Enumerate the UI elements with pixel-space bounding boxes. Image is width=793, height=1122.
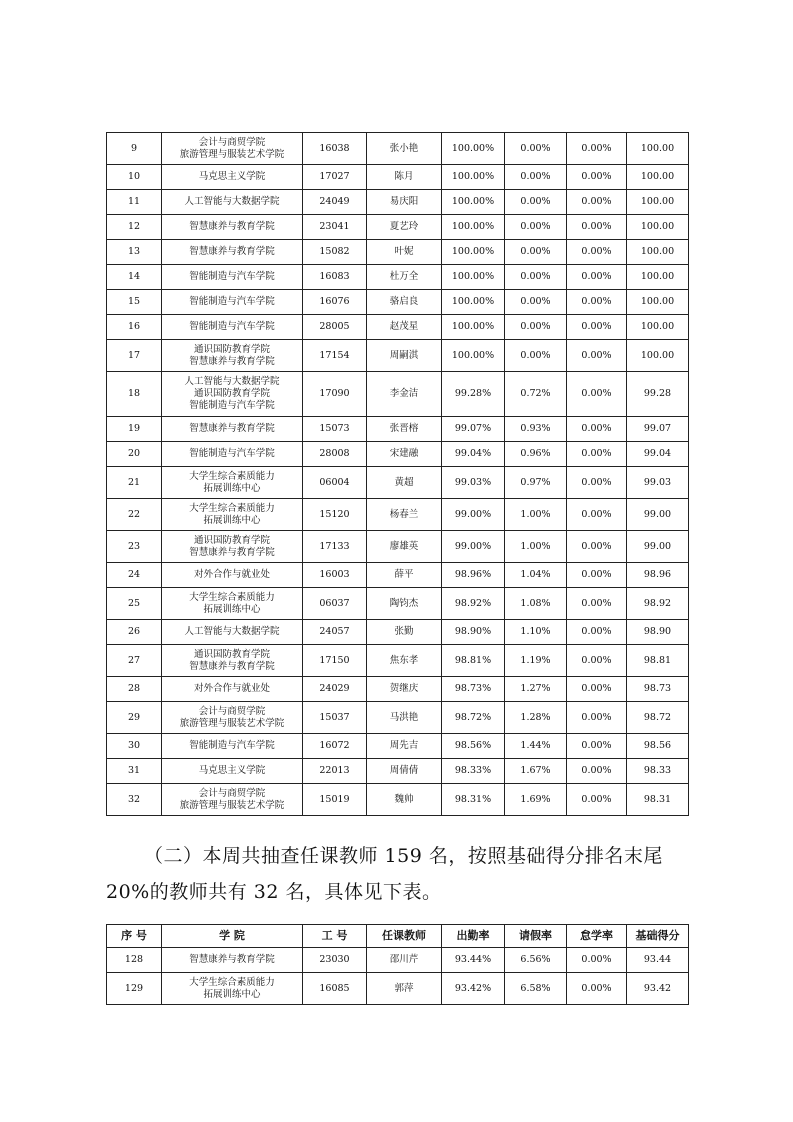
cell-id: 15037: [303, 702, 367, 734]
cell-id: 17150: [303, 645, 367, 677]
header-id: 工 号: [303, 925, 367, 948]
cell-teacher: 骆启良: [367, 290, 442, 315]
cell-score: 98.92: [627, 588, 689, 620]
cell-teacher: 郭萍: [367, 973, 442, 1005]
table-row: [107, 315, 689, 340]
cell-no: 15: [107, 290, 162, 315]
cell-leave: 1.67%: [505, 759, 567, 784]
college-line: 智慧康养与教育学院: [189, 246, 275, 257]
college-line: 会计与商贸学院: [198, 136, 266, 148]
cell-college: [162, 948, 303, 973]
cell-attendance: 99.07%: [442, 417, 505, 442]
cell-teacher: 张勤: [367, 620, 442, 645]
cell-teacher: 廖雄英: [367, 531, 442, 563]
cell-id: 23041: [303, 215, 367, 240]
summary-paragraph: [106, 838, 696, 910]
cell-no: 29: [107, 702, 162, 734]
header-leave: 请假率: [505, 925, 567, 948]
cell-score: 98.81: [627, 645, 689, 677]
cell-score: 98.73: [627, 677, 689, 702]
cell-no: 129: [107, 973, 162, 1005]
table-row: [107, 702, 689, 734]
cell-skip: 0.00%: [567, 467, 627, 499]
cell-no: 13: [107, 240, 162, 265]
cell-teacher: 赵茂星: [367, 315, 442, 340]
cell-id: 16083: [303, 265, 367, 290]
cell-attendance: 99.00%: [442, 499, 505, 531]
cell-college: [162, 315, 303, 340]
college-line: 人工智能与大数据学院: [184, 626, 280, 637]
cell-leave: 1.00%: [505, 499, 567, 531]
table-row: [107, 133, 689, 165]
cell-skip: 0.00%: [567, 973, 627, 1005]
cell-skip: 0.00%: [567, 531, 627, 563]
table-row: [107, 499, 689, 531]
cell-college: [162, 442, 303, 467]
cell-college: [162, 620, 303, 645]
table-header: [107, 925, 689, 948]
cell-leave: 6.56%: [505, 948, 567, 973]
table-row: [107, 948, 689, 973]
cell-skip: 0.00%: [567, 948, 627, 973]
cell-attendance: 100.00%: [442, 290, 505, 315]
header-skip: 怠学率: [567, 925, 627, 948]
cell-teacher: 周先吉: [367, 734, 442, 759]
cell-attendance: 100.00%: [442, 340, 505, 372]
college-line: 智能制造与汽车学院: [189, 400, 275, 411]
cell-teacher: 李金洁: [367, 372, 442, 417]
cell-college: [162, 531, 303, 563]
cell-teacher: 夏艺玲: [367, 215, 442, 240]
cell-attendance: 99.03%: [442, 467, 505, 499]
cell-id: 17154: [303, 340, 367, 372]
cell-score: 98.90: [627, 620, 689, 645]
cell-teacher: 陈月: [367, 165, 442, 190]
college-line: 智能制造与汽车学院: [189, 740, 275, 751]
college-line: 旅游管理与服装艺术学院: [179, 148, 285, 160]
cell-college: [162, 588, 303, 620]
cell-skip: 0.00%: [567, 165, 627, 190]
cell-leave: 1.69%: [505, 784, 567, 816]
college-line: 旅游管理与服装艺术学院: [179, 799, 285, 811]
cell-skip: 0.00%: [567, 133, 627, 165]
cell-skip: 0.00%: [567, 417, 627, 442]
cell-attendance: 100.00%: [442, 315, 505, 340]
cell-teacher: 黄超: [367, 467, 442, 499]
cell-no: 23: [107, 531, 162, 563]
college-line: 通识国防教育学院: [193, 648, 270, 660]
college-line: 大学生综合素质能力: [189, 470, 275, 482]
cell-score: 100.00: [627, 265, 689, 290]
cell-id: 06037: [303, 588, 367, 620]
college-line: 人工智能与大数据学院: [184, 196, 280, 207]
cell-teacher: 魏帅: [367, 784, 442, 816]
table-body: [107, 948, 689, 1005]
cell-skip: 0.00%: [567, 620, 627, 645]
cell-score: 100.00: [627, 340, 689, 372]
cell-no: 12: [107, 215, 162, 240]
cell-teacher: 周倩倩: [367, 759, 442, 784]
cell-skip: 0.00%: [567, 442, 627, 467]
table-row: [107, 290, 689, 315]
college-line: 通识国防教育学院: [193, 534, 270, 546]
cell-attendance: 98.72%: [442, 702, 505, 734]
college-line: 智能制造与汽车学院: [189, 296, 275, 307]
cell-teacher: 宋建融: [367, 442, 442, 467]
college-line: 通识国防教育学院: [193, 388, 270, 399]
cell-attendance: 98.73%: [442, 677, 505, 702]
cell-skip: 0.00%: [567, 677, 627, 702]
teacher-ranking-table-bottom: [106, 924, 689, 1005]
cell-leave: 0.00%: [505, 340, 567, 372]
cell-attendance: 98.96%: [442, 563, 505, 588]
table-row: [107, 265, 689, 290]
cell-skip: 0.00%: [567, 315, 627, 340]
cell-skip: 0.00%: [567, 215, 627, 240]
cell-college: [162, 645, 303, 677]
college-line: 拓展训练中心: [203, 988, 261, 1000]
cell-leave: 1.00%: [505, 531, 567, 563]
cell-score: 100.00: [627, 240, 689, 265]
cell-no: 22: [107, 499, 162, 531]
cell-skip: 0.00%: [567, 645, 627, 677]
cell-skip: 0.00%: [567, 499, 627, 531]
paragraph-line-2: 20%的教师共有 32 名，具体见下表。: [106, 881, 442, 903]
cell-teacher: 张晋榕: [367, 417, 442, 442]
table-row: [107, 734, 689, 759]
cell-id: 06004: [303, 467, 367, 499]
college-line: 会计与商贸学院: [198, 787, 266, 799]
cell-skip: 0.00%: [567, 702, 627, 734]
cell-teacher: 贺继庆: [367, 677, 442, 702]
cell-id: 15120: [303, 499, 367, 531]
cell-teacher: 张小艳: [367, 133, 442, 165]
cell-college: [162, 467, 303, 499]
cell-id: 16085: [303, 973, 367, 1005]
college-line: 拓展训练中心: [203, 603, 261, 615]
college-line: 马克思主义学院: [198, 765, 266, 776]
cell-score: 100.00: [627, 290, 689, 315]
cell-id: 24029: [303, 677, 367, 702]
college-line: 会计与商贸学院: [198, 705, 266, 717]
table-row: [107, 417, 689, 442]
cell-leave: 1.19%: [505, 645, 567, 677]
cell-skip: 0.00%: [567, 240, 627, 265]
cell-leave: 1.27%: [505, 677, 567, 702]
cell-college: [162, 677, 303, 702]
cell-leave: 0.00%: [505, 190, 567, 215]
cell-id: 28005: [303, 315, 367, 340]
cell-college: [162, 734, 303, 759]
cell-id: 16076: [303, 290, 367, 315]
cell-attendance: 98.33%: [442, 759, 505, 784]
cell-score: 100.00: [627, 133, 689, 165]
cell-no: 24: [107, 563, 162, 588]
cell-teacher: 马洪艳: [367, 702, 442, 734]
cell-id: 23030: [303, 948, 367, 973]
cell-no: 18: [107, 372, 162, 417]
cell-attendance: 100.00%: [442, 240, 505, 265]
college-line: 拓展训练中心: [203, 482, 261, 494]
cell-id: 24057: [303, 620, 367, 645]
cell-id: 17027: [303, 165, 367, 190]
header-row: [107, 925, 689, 948]
cell-college: [162, 190, 303, 215]
table-row: [107, 240, 689, 265]
college-line: 大学生综合素质能力: [189, 502, 275, 514]
cell-no: 9: [107, 133, 162, 165]
cell-leave: 0.00%: [505, 240, 567, 265]
header-no: 序 号: [107, 925, 162, 948]
cell-college: [162, 290, 303, 315]
cell-leave: 0.72%: [505, 372, 567, 417]
cell-skip: 0.00%: [567, 290, 627, 315]
cell-leave: 0.00%: [505, 133, 567, 165]
college-line: 智慧康养与教育学院: [189, 954, 275, 965]
header-attendance: 出勤率: [442, 925, 505, 948]
cell-attendance: 100.00%: [442, 133, 505, 165]
cell-college: [162, 702, 303, 734]
cell-college: [162, 240, 303, 265]
cell-attendance: 93.42%: [442, 973, 505, 1005]
table-row: [107, 215, 689, 240]
cell-skip: 0.00%: [567, 759, 627, 784]
cell-college: [162, 973, 303, 1005]
cell-no: 19: [107, 417, 162, 442]
teacher-ranking-table-top: [106, 132, 689, 816]
college-line: 智慧康养与教育学院: [189, 546, 275, 558]
cell-attendance: 100.00%: [442, 165, 505, 190]
cell-no: 30: [107, 734, 162, 759]
cell-no: 32: [107, 784, 162, 816]
college-line: 大学生综合素质能力: [189, 591, 275, 603]
header-college: 学 院: [162, 925, 303, 948]
cell-attendance: 93.44%: [442, 948, 505, 973]
college-line: 智慧康养与教育学院: [189, 221, 275, 232]
table-row: [107, 620, 689, 645]
cell-attendance: 98.90%: [442, 620, 505, 645]
cell-no: 25: [107, 588, 162, 620]
table-row: [107, 190, 689, 215]
cell-no: 27: [107, 645, 162, 677]
table-row: [107, 677, 689, 702]
college-line: 智慧康养与教育学院: [189, 355, 275, 367]
cell-id: 16003: [303, 563, 367, 588]
cell-skip: 0.00%: [567, 340, 627, 372]
cell-id: 24049: [303, 190, 367, 215]
cell-attendance: 98.92%: [442, 588, 505, 620]
cell-skip: 0.00%: [567, 563, 627, 588]
cell-leave: 0.00%: [505, 315, 567, 340]
cell-college: [162, 499, 303, 531]
cell-attendance: 99.04%: [442, 442, 505, 467]
cell-attendance: 98.31%: [442, 784, 505, 816]
cell-leave: 0.00%: [505, 290, 567, 315]
cell-no: 17: [107, 340, 162, 372]
college-line: 旅游管理与服装艺术学院: [179, 717, 285, 729]
cell-college: [162, 215, 303, 240]
cell-no: 28: [107, 677, 162, 702]
cell-college: [162, 265, 303, 290]
cell-leave: 1.08%: [505, 588, 567, 620]
cell-college: [162, 563, 303, 588]
cell-no: 16: [107, 315, 162, 340]
cell-teacher: 周嗣淇: [367, 340, 442, 372]
table-row: [107, 588, 689, 620]
cell-college: [162, 340, 303, 372]
cell-score: 98.72: [627, 702, 689, 734]
cell-score: 98.56: [627, 734, 689, 759]
cell-leave: 0.00%: [505, 265, 567, 290]
table-row: [107, 372, 689, 417]
cell-no: 31: [107, 759, 162, 784]
cell-leave: 1.04%: [505, 563, 567, 588]
cell-score: 100.00: [627, 165, 689, 190]
cell-leave: 6.58%: [505, 973, 567, 1005]
cell-teacher: 薛平: [367, 563, 442, 588]
table-row: [107, 467, 689, 499]
cell-teacher: 杜万全: [367, 265, 442, 290]
college-line: 拓展训练中心: [203, 514, 261, 526]
cell-college: [162, 372, 303, 417]
cell-score: 99.28: [627, 372, 689, 417]
cell-no: 14: [107, 265, 162, 290]
cell-id: 15019: [303, 784, 367, 816]
college-line: 通识国防教育学院: [193, 343, 270, 355]
table-row: [107, 645, 689, 677]
cell-leave: 0.97%: [505, 467, 567, 499]
cell-no: 26: [107, 620, 162, 645]
cell-no: 10: [107, 165, 162, 190]
cell-college: [162, 759, 303, 784]
cell-id: 28008: [303, 442, 367, 467]
cell-no: 20: [107, 442, 162, 467]
college-line: 智慧康养与教育学院: [189, 660, 275, 672]
cell-score: 100.00: [627, 215, 689, 240]
cell-id: 15073: [303, 417, 367, 442]
cell-teacher: 邵川芹: [367, 948, 442, 973]
cell-college: [162, 133, 303, 165]
cell-leave: 0.96%: [505, 442, 567, 467]
cell-skip: 0.00%: [567, 372, 627, 417]
cell-score: 98.96: [627, 563, 689, 588]
cell-score: 99.07: [627, 417, 689, 442]
college-line: 大学生综合素质能力: [189, 976, 275, 988]
table-row: [107, 340, 689, 372]
cell-no: 11: [107, 190, 162, 215]
cell-id: 16072: [303, 734, 367, 759]
cell-leave: 0.00%: [505, 165, 567, 190]
cell-attendance: 99.00%: [442, 531, 505, 563]
cell-attendance: 98.56%: [442, 734, 505, 759]
cell-attendance: 98.81%: [442, 645, 505, 677]
cell-teacher: 杨春兰: [367, 499, 442, 531]
table-row: [107, 531, 689, 563]
cell-score: 93.44: [627, 948, 689, 973]
college-line: 对外合作与就业处: [193, 569, 270, 580]
cell-attendance: 99.28%: [442, 372, 505, 417]
cell-skip: 0.00%: [567, 588, 627, 620]
header-score: 基础得分: [627, 925, 689, 948]
cell-id: 15082: [303, 240, 367, 265]
cell-score: 99.03: [627, 467, 689, 499]
cell-leave: 1.28%: [505, 702, 567, 734]
cell-score: 99.04: [627, 442, 689, 467]
cell-skip: 0.00%: [567, 784, 627, 816]
cell-score: 93.42: [627, 973, 689, 1005]
cell-leave: 1.44%: [505, 734, 567, 759]
cell-leave: 1.10%: [505, 620, 567, 645]
cell-score: 98.31: [627, 784, 689, 816]
college-line: 对外合作与就业处: [193, 683, 270, 694]
cell-skip: 0.00%: [567, 734, 627, 759]
header-teacher: 任课教师: [367, 925, 442, 948]
college-line: 马克思主义学院: [198, 171, 266, 182]
table-row: [107, 165, 689, 190]
cell-id: 17133: [303, 531, 367, 563]
cell-id: 22013: [303, 759, 367, 784]
cell-score: 99.00: [627, 531, 689, 563]
cell-score: 100.00: [627, 190, 689, 215]
cell-teacher: 易庆阳: [367, 190, 442, 215]
cell-teacher: 叶妮: [367, 240, 442, 265]
college-line: 智能制造与汽车学院: [189, 271, 275, 282]
cell-leave: 0.00%: [505, 215, 567, 240]
cell-score: 99.00: [627, 499, 689, 531]
cell-skip: 0.00%: [567, 265, 627, 290]
cell-attendance: 100.00%: [442, 265, 505, 290]
paragraph-line-1: （二）本周共抽查任课教师 159 名，按照基础得分排名末尾: [144, 845, 663, 867]
college-line: 智慧康养与教育学院: [189, 423, 275, 434]
cell-id: 17090: [303, 372, 367, 417]
cell-leave: 0.93%: [505, 417, 567, 442]
cell-teacher: 焦东孝: [367, 645, 442, 677]
table-row: [107, 759, 689, 784]
cell-college: [162, 784, 303, 816]
table-row: [107, 784, 689, 816]
cell-no: 21: [107, 467, 162, 499]
cell-attendance: 100.00%: [442, 215, 505, 240]
college-line: 人工智能与大数据学院: [184, 376, 280, 387]
cell-no: 128: [107, 948, 162, 973]
cell-skip: 0.00%: [567, 190, 627, 215]
cell-id: 16038: [303, 133, 367, 165]
cell-score: 100.00: [627, 315, 689, 340]
table-row: [107, 563, 689, 588]
college-line: 智能制造与汽车学院: [189, 448, 275, 459]
college-line: 智能制造与汽车学院: [189, 321, 275, 332]
cell-college: [162, 165, 303, 190]
cell-college: [162, 417, 303, 442]
cell-attendance: 100.00%: [442, 190, 505, 215]
cell-teacher: 陶钧杰: [367, 588, 442, 620]
table-row: [107, 973, 689, 1005]
table-row: [107, 442, 689, 467]
cell-score: 98.33: [627, 759, 689, 784]
table-body: [107, 133, 689, 816]
